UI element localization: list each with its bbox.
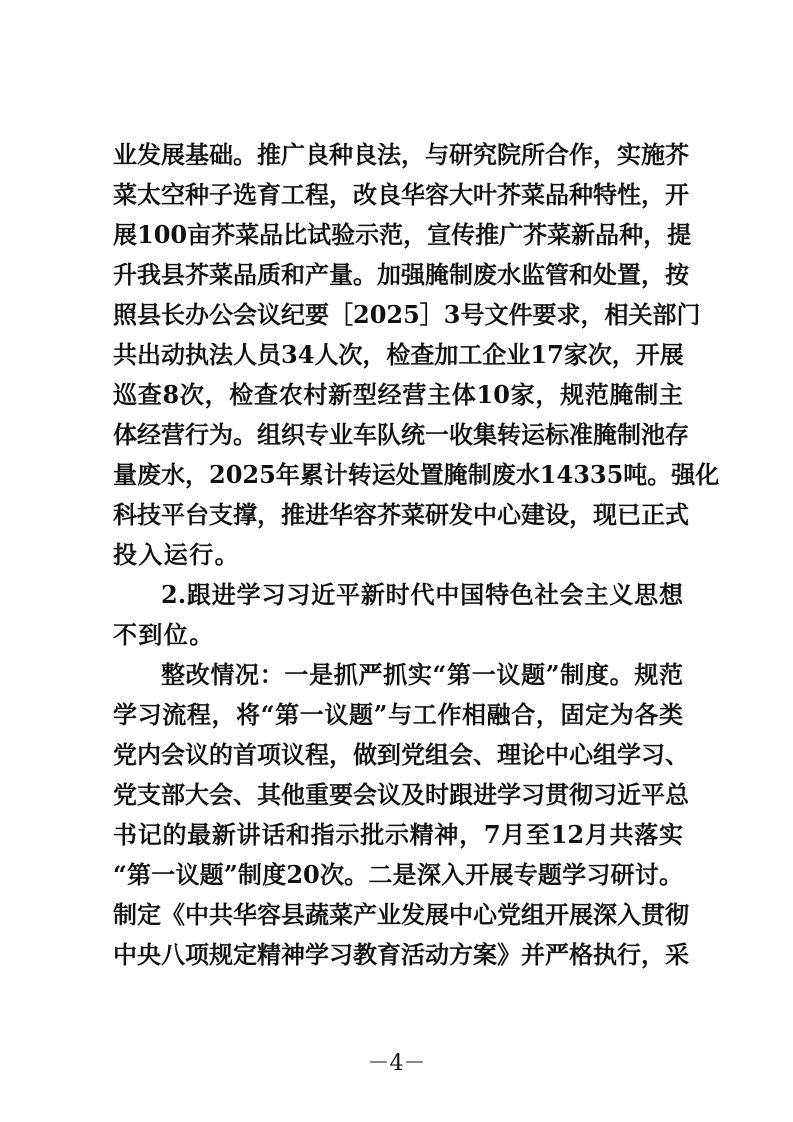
document-body	[113, 135, 720, 975]
text-line: 制定《中共华容县蔬菜产业发展中心党组开展深入贯彻	[113, 900, 689, 929]
text-line: 中央八项规定精神学习教育活动方案》并严格执行，采	[113, 940, 689, 969]
text-line: 业发展基础。推广良种良法，与研究院所合作，实施芥	[113, 140, 689, 169]
text-line: 学习流程，将“第一议题”与工作相融合，固定为各类	[113, 700, 683, 729]
text-line: “第一议题”制度20次。二是深入开展专题学习研讨。	[113, 860, 683, 889]
text-line: 整改情况：一是抓严抓实“第一议题”制度。规范	[161, 660, 683, 689]
text-line: 升我县芥菜品质和产量。加强腌制废水监管和处置，按	[113, 260, 689, 289]
text-line: 量废水，2025年累计转运处置腌制废水14335吨。强化	[113, 460, 720, 489]
text-line: 书记的最新讲话和指示批示精神，7月至12月共落实	[113, 820, 683, 849]
text-line: 科技平台支撑，推进华容芥菜研发中心建设，现已正式	[113, 500, 689, 529]
text-line: 照县长办公会议纪要［2025］3号文件要求，相关部门	[113, 300, 701, 329]
text-line: 共出动执法人员34人次，检查加工企业17家次，开展	[113, 340, 684, 369]
text-line: 体经营行为。组织专业车队统一收集转运标准腌制池存	[113, 420, 689, 449]
text-line: 不到位。	[113, 620, 215, 649]
text-line: 展100亩芥菜品比试验示范，宣传推广芥菜新品种，提	[113, 220, 692, 249]
text-line: 菜太空种子选育工程，改良华容大叶芥菜品种特性，开	[113, 180, 689, 209]
text-line: 2.跟进学习习近平新时代中国特色社会主义思想	[161, 580, 683, 609]
text-line: 党支部大会、其他重要会议及时跟进学习贯彻习近平总	[113, 780, 689, 809]
text-line: 巡查8次，检查农村新型经营主体10家，规范腌制主	[113, 380, 683, 409]
page-number: －4－	[367, 1051, 426, 1076]
text-line: 党内会议的首项议程，做到党组会、理论中心组学习、	[113, 740, 689, 769]
text-line: 投入运行。	[113, 540, 240, 569]
